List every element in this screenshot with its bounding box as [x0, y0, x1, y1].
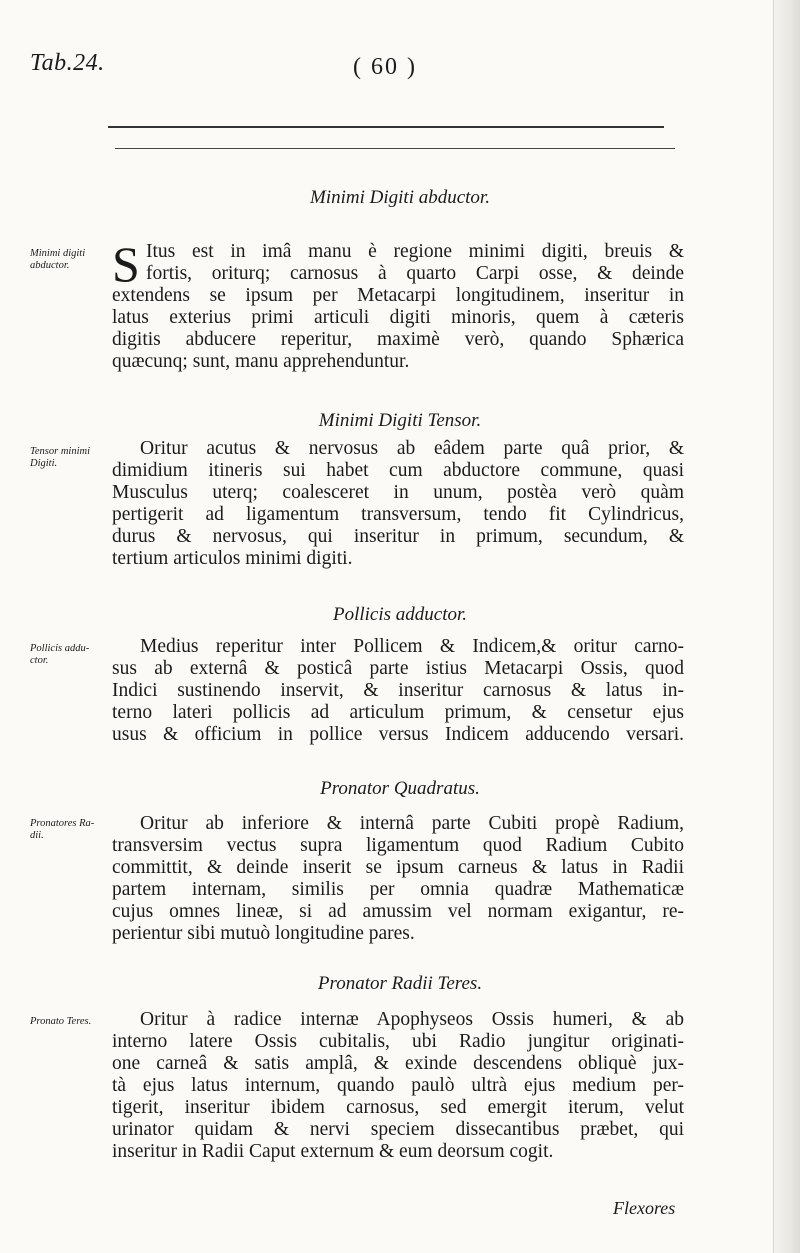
text-line: cujus omnes lineæ, si ad amussim vel normam exigantur, re- — [112, 901, 684, 922]
text-line: committit, & deinde inserit se ipsum carneus & latus in Radii — [112, 857, 684, 878]
paragraph — [112, 438, 684, 570]
margin-note: Tensor minimi Digiti. — [30, 446, 91, 469]
margin-note: Pronato Teres. — [30, 1016, 92, 1027]
paragraph — [112, 1009, 684, 1163]
text-line: fortis, oriturq; carnosus à quarto Carpi osse, & deinde — [146, 263, 684, 284]
text-line: perientur sibi mutuò longitudine pares. — [112, 923, 415, 944]
section-heading: Pollicis adductor. — [332, 604, 468, 625]
text-line: latus exterius primi articuli digiti minoris, quem à cæteris — [112, 307, 684, 328]
margin-note: Minimi digiti abductor. — [30, 248, 86, 271]
text-line: sus ab externâ & posticâ parte istius Metacarpi Ossis, quod — [112, 658, 684, 679]
text-line: digitis abducere reperitur, maximè verò, quando Sphærica — [112, 329, 684, 350]
section-heading: Pronator Radii Teres. — [317, 973, 483, 994]
text-line: usus & officium in pollice versus Indicem adducendo versari. — [112, 724, 684, 745]
text-line: inseritur in Radii Caput externum & eum deorsum cogit. — [112, 1141, 554, 1162]
header-rule-top — [108, 126, 664, 128]
catchword: Flexores — [613, 1198, 676, 1218]
text-line: terno lateri pollicis ad articulum primum, & censetur ejus — [112, 702, 684, 723]
text-line: one carneâ & satis amplâ, & exinde descendens obliquè jux- — [112, 1053, 684, 1074]
paragraph — [112, 236, 684, 373]
section-heading: Minimi Digiti abductor. — [310, 187, 490, 208]
header-rule-bottom — [115, 148, 675, 149]
drop-cap: S — [112, 236, 140, 292]
text-line: Indici sustinendo inservit, & inseritur carnosus & latus in- — [112, 680, 684, 701]
text-line: Oritur acutus & nervosus ab eâdem parte quâ prior, & — [140, 438, 684, 459]
text-line: Medius reperitur inter Pollicem & Indicem,& oritur carno- — [140, 636, 684, 657]
table-reference: Tab.24. — [30, 50, 105, 76]
text-line: tigerit, inseritur ibidem carnosus, sed emergit iterum, velut — [112, 1097, 684, 1118]
page-number: ( 60 ) — [353, 54, 417, 80]
section-heading: Pronator Quadratus. — [320, 778, 480, 799]
section-heading: Minimi Digiti Tensor. — [318, 410, 482, 431]
text-line: urinator quidam & nervi speciem dissecantibus præbet, qui — [112, 1119, 684, 1140]
text-line: quæcunq; sunt, manu apprehenduntur. — [112, 351, 410, 372]
text-line: transversim vectus supra ligamentum quod Radium Cubito — [112, 835, 684, 856]
text-line: pertigerit ad ligamentum transversum, tendo fit Cylindricus, — [112, 504, 684, 525]
text-line: interno latere Ossis cubitalis, ubi Radio jungitur originati- — [112, 1031, 684, 1052]
text-line: tà ejus latus internum, quando paulò ultrà ejus medium per- — [112, 1075, 684, 1096]
text-line: tertium articulos minimi digiti. — [112, 548, 353, 569]
text-line: Itus est in imâ manu è regione minimi digiti, breuis & — [146, 241, 684, 262]
text-line: extendens se ipsum per Metacarpi longitudinem, inseritur in — [112, 285, 684, 306]
text-line: Oritur à radice internæ Apophyseos Ossis humeri, & ab — [140, 1009, 684, 1030]
text-line: dimidium itineris sui habet cum abductore commune, quasi — [112, 460, 684, 481]
margin-note: Pollicis addu- ctor. — [30, 643, 90, 666]
text-line: Musculus uterq; coalesceret in unum, postèa verò quàm — [112, 482, 684, 503]
text-line: Oritur ab inferiore & internâ parte Cubiti propè Radium, — [140, 813, 684, 834]
text-line: durus & nervosus, qui inseritur in primum, secundum, & — [112, 526, 684, 547]
paragraph — [112, 813, 684, 945]
margin-note: Pronatores Ra- dii. — [30, 818, 95, 841]
text-line: partem internam, similis per omnia quadræ Mathematicæ — [112, 879, 684, 900]
paragraph — [112, 636, 684, 746]
